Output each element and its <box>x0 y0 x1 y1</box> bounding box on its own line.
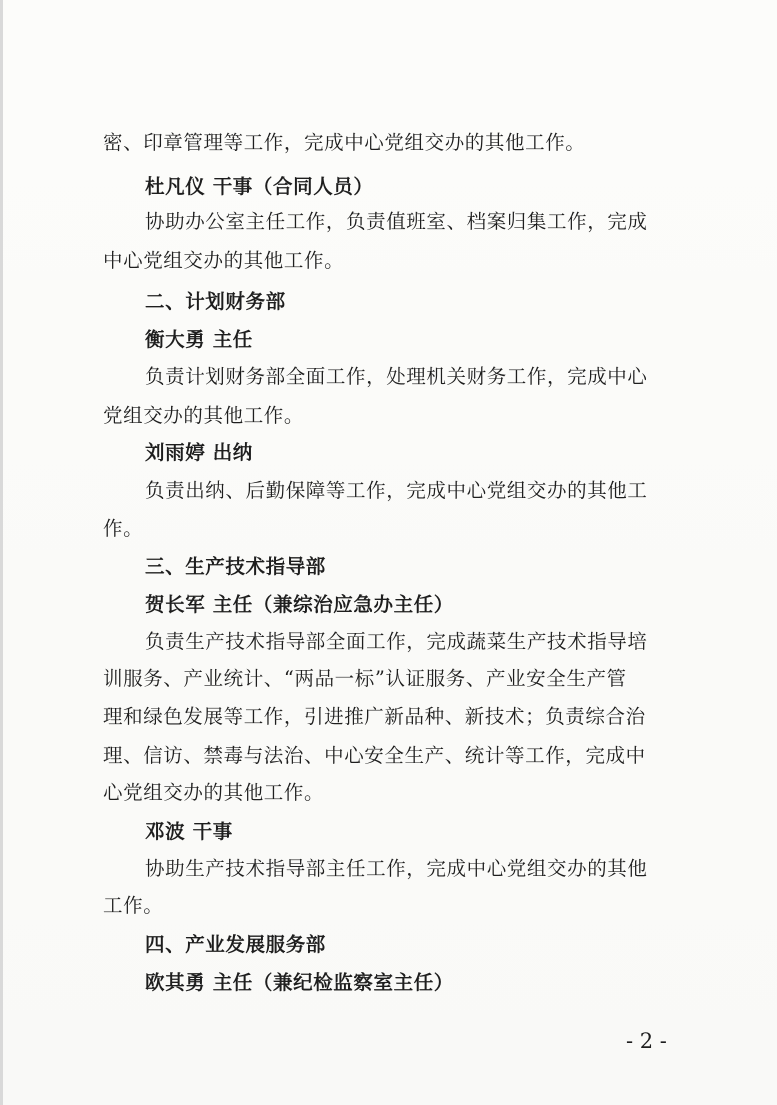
person-heading-3: 刘雨婷 出纳 <box>145 441 253 464</box>
text-line-14: 负责生产技术指导部全面工作，完成蔬菜生产技术指导培 <box>145 630 648 653</box>
person-heading-6: 欧其勇 主任（兼纪检监察室主任） <box>145 971 454 994</box>
person-heading-5: 邓波 干事 <box>145 820 233 843</box>
person-heading-1: 杜凡仪 干事（合同人员） <box>145 175 374 198</box>
text-line-1: 密、印章管理等工作，完成中心党组交办的其他工作。 <box>103 131 586 154</box>
section-heading-4: 四、产业发展服务部 <box>145 933 326 956</box>
text-line-16: 理和绿色发展等工作，引进推广新品种、新技术；负责综合治 <box>103 705 646 728</box>
text-line-10: 负责出纳、后勤保障等工作，完成中心党组交办的其他工 <box>145 479 648 502</box>
text-line-17: 理、信访、禁毒与法治、中心安全生产、统计等工作，完成中 <box>103 744 646 767</box>
section-heading-3: 三、生产技术指导部 <box>145 555 326 578</box>
person-heading-2: 衡大勇 主任 <box>145 328 253 351</box>
person-heading-4: 贺长军 主任（兼综治应急办主任） <box>145 593 454 616</box>
text-line-8: 党组交办的其他工作。 <box>103 404 305 427</box>
scan-edge <box>0 0 3 1105</box>
text-line-4: 中心党组交办的其他工作。 <box>103 249 345 272</box>
section-heading-2: 二、计划财务部 <box>145 290 286 313</box>
text-line-15: 训服务、产业统计、“两品一标”认证服务、产业安全生产管 <box>103 667 627 690</box>
text-line-11: 作。 <box>103 517 144 540</box>
text-line-3: 协助办公室主任工作，负责值班室、档案归集工作，完成 <box>145 210 648 233</box>
text-line-18: 心党组交办的其他工作。 <box>103 781 325 804</box>
text-line-21: 工作。 <box>103 894 164 917</box>
page-number: - 2 - <box>626 1029 667 1053</box>
text-line-7: 负责计划财务部全面工作，处理机关财务工作，完成中心 <box>145 365 648 388</box>
text-line-20: 协助生产技术指导部主任工作，完成中心党组交办的其他 <box>145 857 648 880</box>
